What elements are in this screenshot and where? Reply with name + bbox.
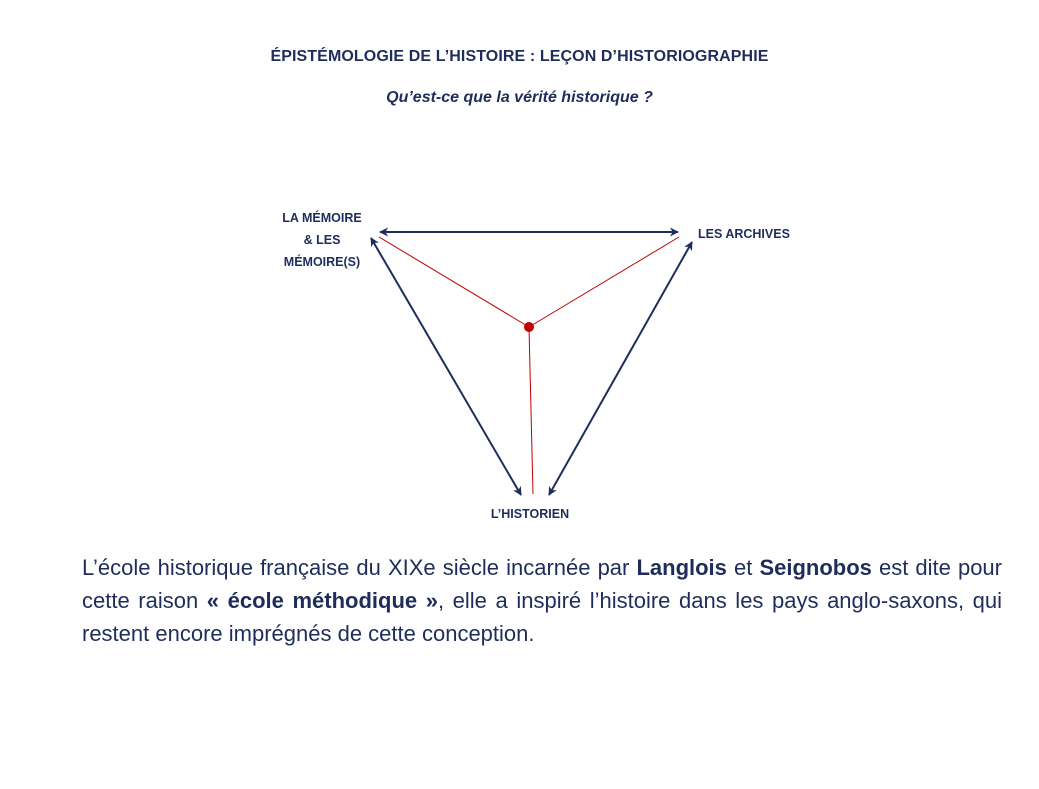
paragraph-part2: et xyxy=(726,555,760,580)
page-title: ÉPISTÉMOLOGIE DE L’HISTOIRE : LEÇON D’HISTORIOGRAPHIE xyxy=(270,48,769,65)
arrow-memoire-historien xyxy=(371,238,521,495)
node-memoire xyxy=(262,207,382,273)
paragraph-part3: est dite pour cette raison xyxy=(82,555,1002,613)
page-subtitle: Qu’est-ce que la vérité historique ? xyxy=(386,89,653,106)
node-memoire-line2: & LES xyxy=(303,233,341,247)
name-seignobos: Seignobos xyxy=(759,555,872,580)
arrow-archives-historien xyxy=(549,242,692,495)
paragraph-part4: , elle a inspiré l’histoire dans les pays anglo-saxons, qui restent encore imprégnés de cette conception. xyxy=(82,588,1002,646)
node-archives: LES ARCHIVES xyxy=(698,227,790,241)
node-memoire-line3: MÉMOIRE(S) xyxy=(283,255,361,269)
body-paragraph xyxy=(82,551,1002,650)
center-dot xyxy=(524,322,534,332)
paragraph-part1: L’école historique française du XIXe siècle incarnée par xyxy=(82,555,637,580)
spoke-memoire xyxy=(379,237,529,327)
name-langlois: Langlois xyxy=(636,555,727,580)
node-memoire-line1: LA MÉMOIRE xyxy=(282,211,362,225)
spoke-historien xyxy=(529,327,533,494)
node-historien: L’HISTORIEN xyxy=(490,507,570,521)
term-ecole-methodique: « école méthodique » xyxy=(206,588,438,613)
spoke-archives xyxy=(529,237,679,327)
